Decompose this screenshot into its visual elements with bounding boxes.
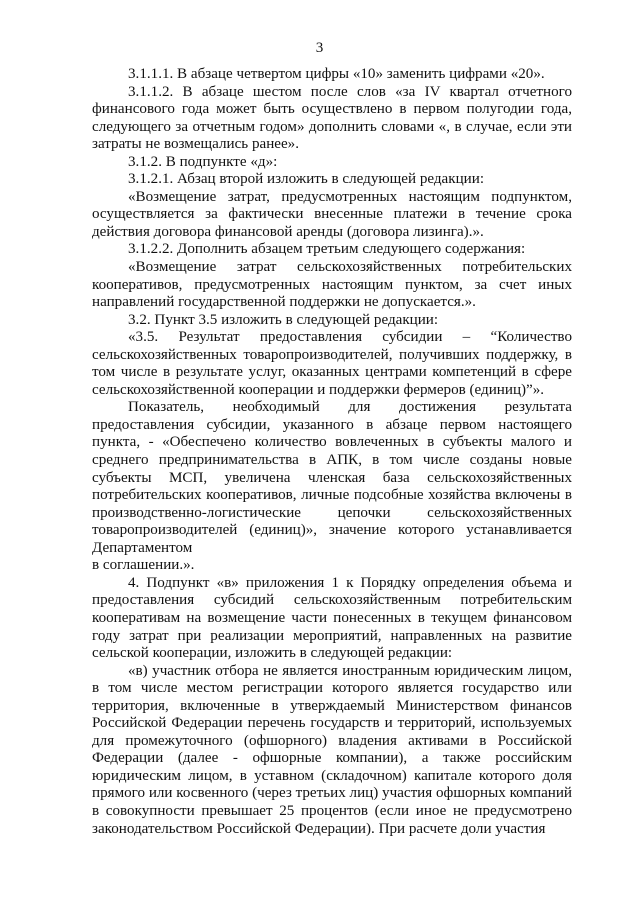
paragraph-agreement: в соглашении.». bbox=[92, 557, 195, 574]
paragraph-3-2: 3.2. Пункт 3.5 изложить в следующей редакции: bbox=[128, 311, 439, 328]
document-body bbox=[92, 66, 572, 838]
paragraph-3-1-2: 3.1.2. В подпункте «д»: bbox=[128, 153, 278, 170]
paragraph-3-1-1-1: 3.1.1.1. В абзаце четвертом цифры «10» заменить цифрами «20». bbox=[128, 66, 545, 82]
paragraph-3-1-2-2: 3.1.2.2. Дополнить абзацем третьим следующего содержания: bbox=[128, 241, 526, 258]
paragraph-4: 4. Подпункт «в» приложения 1 к Порядку определения объема и предоставления субсидий сельскохозяйственным потребительским кооперативам на возмещение части понесенных в текущем финансовом году затрат при реализации мероприятий, направленных на развитие сельской кооперации, изложить в следующей редакции: bbox=[92, 574, 572, 662]
paragraph-3-1-2-1: 3.1.2.1. Абзац второй изложить в следующей редакции: bbox=[128, 171, 485, 188]
paragraph-quote-reimbursement: «Возмещение затрат, предусмотренных настоящим подпунктом, осуществляется за фактически внесенные платежи в течение срока действия договора финансовой аренды (договора лизинга).». bbox=[92, 188, 572, 240]
paragraph-3-1-1-2: 3.1.1.2. В абзаце шестом после слов «за IV квартал отчетного финансового года может быть осуществлено в первом полугодии года, следующего за отчетным годом» дополнить словами «, в случае, если эти затраты не возмещались ранее». bbox=[92, 83, 572, 153]
paragraph-indicator: Показатель, необходимый для достижения результата предоставления субсидии, указанного в абзаце первом настоящего пункта, - «Обеспечено количество вовлеченных в субъекты малого и среднего предпринимательства в АПК, в том числе созданы новые субъекты МСП, увеличена членская база сельскохозяйственных потребительских кооперативов, личные подсобные хозяйства включены в производственно-логистические цепочки сельскохозяйственных товаропроизводителей (единиц)», значение которого устанавливается Департаментом bbox=[92, 399, 572, 556]
page-number: 3 bbox=[315, 40, 324, 56]
paragraph-quote-3-5: «3.5. Результат предоставления субсидии – “Количество сельскохозяйственных товаропроизводителей, получивших поддержку, в том числе в результате услуг, оказанных центрами компетенций в сфере сельскохозяйственной кооперации и поддержки фермеров (единиц)”». bbox=[92, 329, 572, 398]
paragraph-quote-cooperatives: «Возмещение затрат сельскохозяйственных потребительских кооперативов, предусмотренных настоящим пунктом, за счет иных направлений государственной поддержки не допускается.». bbox=[92, 259, 572, 311]
paragraph-quote-v: «в) участник отбора не является иностранным юридическим лицом, в том числе местом регистрации которого является государство или территория, включенные в утверждаемый Министерством финансов Российской Федерации перечень государств и территорий, используемых для промежуточного (офшорного) владения активами в Российской Федерации (далее - офшорные компании), а также российским юридическим лицом, в уставном (складочном) капитале которого доля прямого или косвенного (через третьих лиц) участия офшорных компаний в совокупности превышает 25 процентов (если иное не предусмотрено законодательством Российской Федерации). При расчете доли участия bbox=[92, 662, 572, 837]
